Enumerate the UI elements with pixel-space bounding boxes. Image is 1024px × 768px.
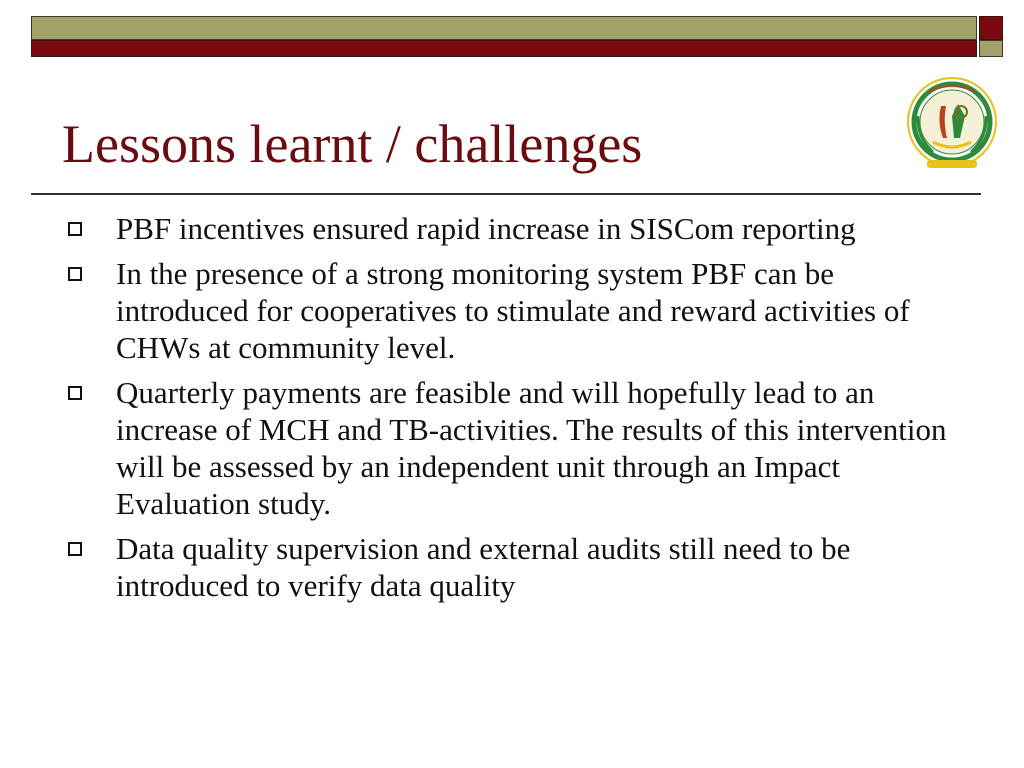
bullet-list: [64, 210, 964, 612]
header-band-olive: [31, 16, 977, 40]
bullet-item: [64, 530, 964, 604]
header-corner-maroon: [979, 16, 1003, 40]
title-divider: [31, 193, 981, 195]
bullet-item: [64, 255, 964, 366]
hollow-square-icon: [68, 267, 82, 281]
hollow-square-icon: [68, 542, 82, 556]
bullet-item: [64, 210, 964, 247]
hollow-square-icon: [68, 222, 82, 236]
hollow-square-icon: [68, 386, 82, 400]
header-corner-olive: [979, 40, 1003, 57]
bullet-text: Quarterly payments are feasible and will hopefully lead to an increase of MCH and TB-activities. The results of this intervention will be assessed by an independent unit through an Impact Evaluation study.: [116, 375, 947, 521]
header-band-maroon: [31, 40, 977, 57]
slide-title: Lessons learnt / challenges: [62, 114, 643, 174]
bullet-text: PBF incentives ensured rapid increase in SISCom reporting: [116, 211, 856, 246]
national-emblem-icon: [903, 76, 1001, 176]
bullet-text: In the presence of a strong monitoring system PBF can be introduced for cooperatives to stimulate and reward activities of CHWs at community level.: [116, 256, 910, 365]
bullet-text: Data quality supervision and external audits still need to be introduced to verify data quality: [116, 531, 851, 603]
bullet-item: [64, 374, 964, 522]
